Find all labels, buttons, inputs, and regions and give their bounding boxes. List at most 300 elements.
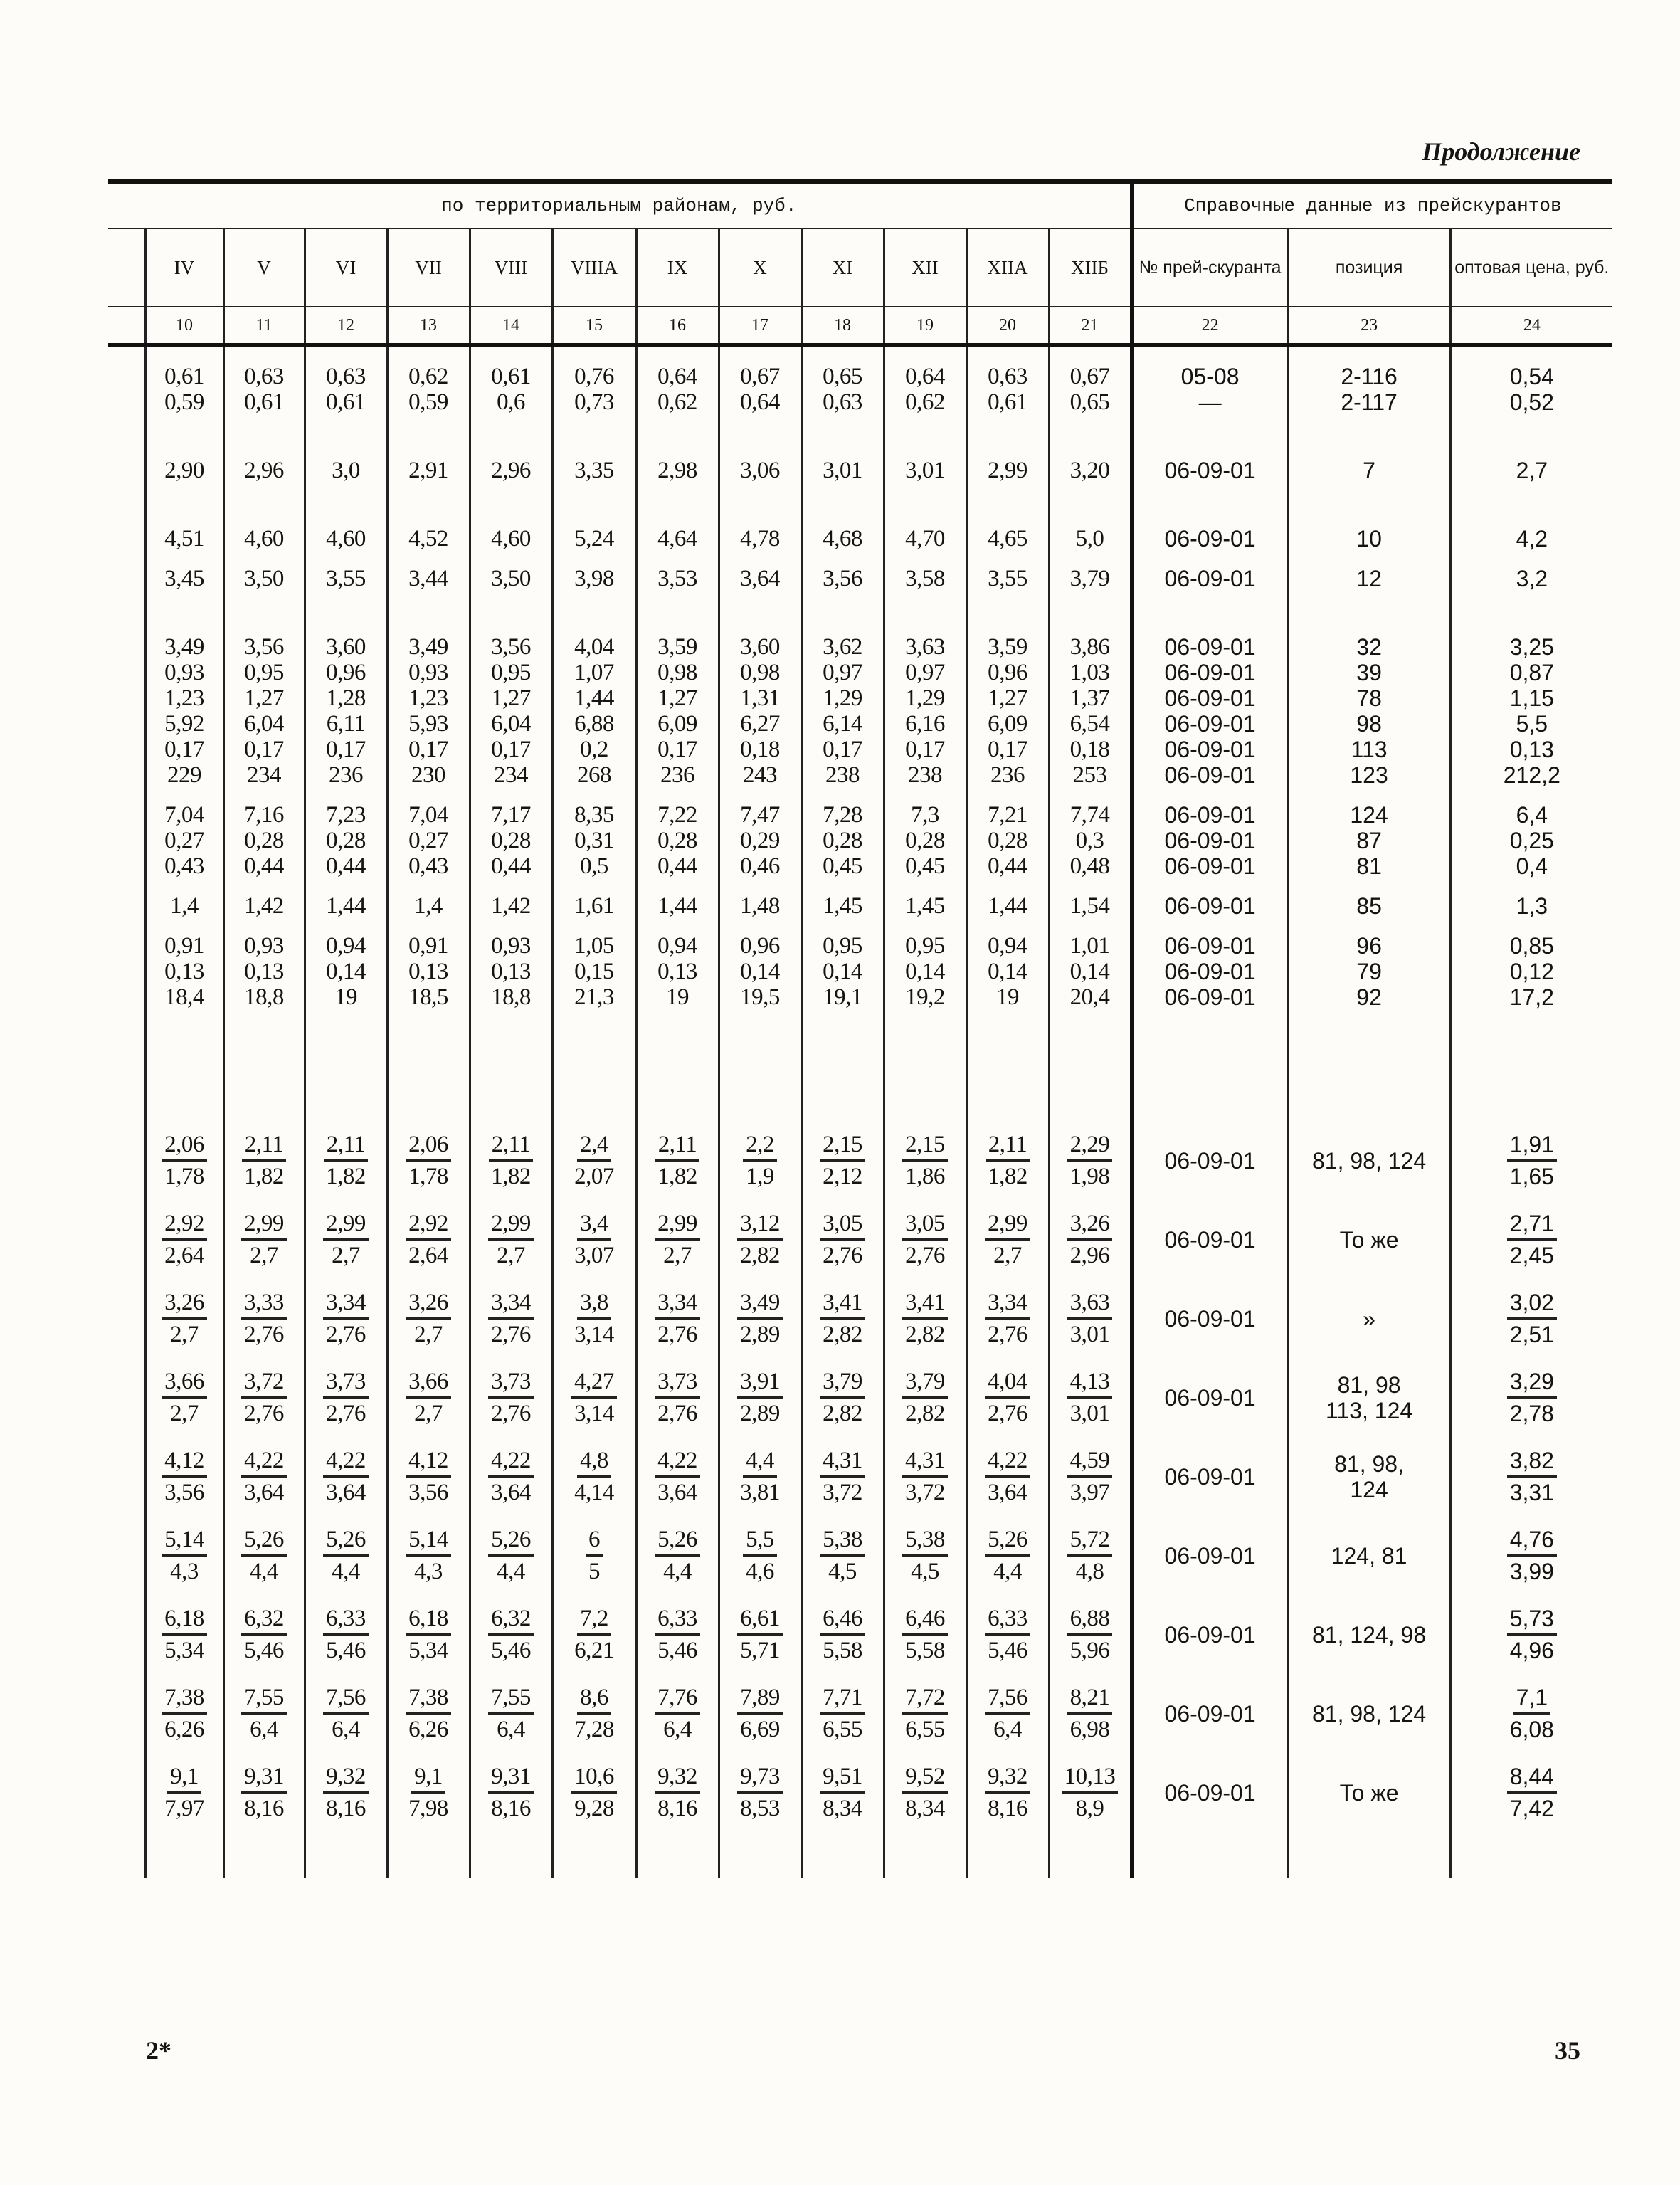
spacer-cell (1450, 429, 1612, 458)
region-value-cell (552, 1447, 636, 1506)
fraction-value (488, 1605, 534, 1664)
value-line: 3,56 (244, 634, 284, 660)
spacer-cell (1450, 345, 1612, 364)
region-value-cell (387, 566, 470, 591)
region-value-cell (884, 1605, 966, 1664)
position-line: 78 (1356, 685, 1382, 711)
spacer-cell (1131, 606, 1288, 634)
spacer-cell (305, 1822, 387, 1842)
value-line: 268 (577, 762, 611, 788)
denominator: 4,4 (993, 1559, 1022, 1584)
region-value-cell (387, 364, 470, 415)
value-line: 1,37 (1069, 685, 1110, 711)
value-line: 1,44 (988, 893, 1027, 919)
spacer-cell (719, 429, 801, 458)
denominator: 6,08 (1509, 1717, 1554, 1742)
spacer-cell (1131, 1743, 1288, 1763)
fraction-price (1507, 1210, 1557, 1269)
region-value-cell (884, 458, 966, 483)
price-line: 2,7 (1516, 458, 1548, 483)
numerator: 6,18 (162, 1605, 207, 1636)
spacer-cell (145, 919, 223, 933)
denominator: 2,76 (326, 1401, 366, 1426)
region-value-cell (552, 893, 636, 919)
fraction-value (985, 1447, 1030, 1506)
position-line: 81, 98 (1337, 1371, 1401, 1398)
gutter-cell (108, 228, 145, 307)
region-value-cell (884, 634, 966, 788)
region-value-cell (1049, 1368, 1131, 1427)
region-value-cell (719, 1289, 801, 1348)
region-value-cell (1049, 566, 1131, 591)
value-line: 6,54 (1069, 711, 1110, 737)
value-line: 6,16 (905, 711, 945, 737)
value-line: 4,70 (905, 526, 945, 552)
region-value-cell (223, 802, 305, 879)
denominator: 5,71 (740, 1638, 780, 1663)
denominator: 2,76 (326, 1322, 366, 1347)
gutter-cell (108, 364, 145, 415)
value-line: 19 (996, 984, 1019, 1010)
gutter-cell (108, 526, 145, 552)
spacer-cell (387, 415, 470, 429)
numerator: 9,52 (902, 1763, 948, 1794)
spacer-cell (884, 1743, 966, 1763)
spacer-cell (305, 415, 387, 429)
value-line: 4,52 (408, 526, 448, 552)
price-line: 3,2 (1516, 566, 1548, 591)
spacer-cell (305, 1024, 387, 1131)
fraction-value (488, 1447, 534, 1506)
value-line: 0,93 (408, 660, 448, 685)
spacer-cell (966, 606, 1049, 634)
gutter-cell (108, 566, 145, 591)
value-line: 7,28 (823, 802, 862, 828)
row-spacer (108, 552, 1612, 566)
spacer-cell (470, 1427, 552, 1447)
spacer-cell (305, 483, 387, 497)
value-line: 7,04 (408, 802, 448, 828)
region-value-cell (801, 1605, 884, 1664)
numerator: 7,55 (488, 1684, 534, 1715)
price-cell (1450, 1131, 1612, 1190)
value-line: 5,24 (574, 526, 614, 552)
value-line: 21,3 (574, 984, 614, 1010)
spacer-cell (1288, 552, 1450, 566)
spacer-cell (552, 1822, 636, 1842)
spacer-cell (108, 1348, 145, 1368)
spacer-cell (223, 1427, 305, 1447)
spacer-cell (108, 1743, 145, 1763)
fraction-value (162, 1289, 207, 1348)
value-line: 3,98 (574, 566, 614, 591)
position-cell (1288, 458, 1450, 483)
value-line: 0,98 (657, 660, 697, 685)
region-value-cell (145, 458, 223, 483)
fraction-value (323, 1368, 369, 1427)
denominator: 6,55 (823, 1717, 862, 1742)
spacer-cell (1049, 1743, 1131, 1763)
row-spacer (108, 429, 1612, 458)
value-line: 0,95 (823, 933, 862, 959)
fraction-value (985, 1289, 1030, 1348)
region-value-cell (223, 1289, 305, 1348)
value-line: 3,55 (988, 566, 1027, 591)
spacer-cell (719, 345, 801, 364)
numerator: 5,72 (1067, 1526, 1113, 1557)
spacer-cell (223, 552, 305, 566)
price-line: 1,3 (1516, 893, 1548, 919)
spacer-cell (470, 591, 552, 606)
price-cell (1450, 634, 1612, 788)
fraction-value (323, 1447, 369, 1506)
spacer-cell (387, 1024, 470, 1131)
value-line: 6,04 (244, 711, 284, 737)
region-value-cell (1049, 1763, 1131, 1822)
numerator: 3,33 (241, 1289, 287, 1320)
pricelist-cell (1131, 458, 1288, 483)
spacer-cell (108, 429, 145, 458)
spacer-cell (884, 606, 966, 634)
region-value-cell (145, 1131, 223, 1190)
value-line: 6,11 (326, 711, 366, 737)
region-value-cell (966, 566, 1049, 591)
value-line: 3,64 (740, 566, 780, 591)
value-line: 18,8 (491, 984, 531, 1010)
fraction-value (571, 1605, 617, 1664)
spacer-cell (387, 1269, 470, 1289)
spacer-cell (552, 1010, 636, 1024)
denominator: 2,7 (497, 1243, 525, 1268)
spacer-cell (719, 1427, 801, 1447)
region-header-1: IV (145, 228, 223, 307)
spacer-cell (1450, 415, 1612, 429)
region-value-cell (470, 1763, 552, 1822)
region-value-cell (884, 566, 966, 591)
denominator: 4,96 (1509, 1638, 1554, 1663)
pricelist-cell (1131, 893, 1288, 919)
spacer-cell (1131, 1822, 1288, 1842)
region-value-cell (387, 1447, 470, 1506)
region-value-cell (470, 364, 552, 415)
value-line: 3,59 (988, 634, 1027, 660)
fraction-price (1507, 1605, 1557, 1664)
fraction-value (241, 1368, 287, 1427)
pricelist-line: 06-09-01 (1164, 1305, 1256, 1332)
value-line: 236 (660, 762, 694, 788)
pricelist-line: 06-09-01 (1164, 566, 1256, 591)
numerator: 5,38 (820, 1526, 865, 1557)
fraction-value (406, 1763, 451, 1822)
denominator: 3,01 (1069, 1401, 1110, 1426)
table-row (108, 1131, 1612, 1190)
pricelist-line: 06-09-01 (1164, 802, 1256, 828)
spacer-cell (145, 1506, 223, 1526)
numerator: 9,51 (820, 1763, 865, 1794)
gutter-cell (108, 1131, 145, 1190)
value-line: 0,62 (408, 364, 448, 389)
spacer-cell (1131, 1269, 1288, 1289)
region-value-cell (636, 1368, 719, 1427)
region-value-cell (305, 364, 387, 415)
price-line: 0,12 (1509, 959, 1554, 984)
spacer-cell (470, 1506, 552, 1526)
numerator: 10,13 (1062, 1763, 1119, 1794)
numerator: 4,31 (902, 1447, 948, 1478)
fraction-value (586, 1526, 603, 1585)
value-line: 238 (908, 762, 942, 788)
gutter-cell (108, 1605, 145, 1664)
numerator: 7,72 (902, 1684, 948, 1715)
spacer-cell (636, 591, 719, 606)
table-row (108, 1526, 1612, 1585)
spacer-cell (387, 1427, 470, 1447)
spacer-cell (470, 1024, 552, 1131)
denominator: 5,34 (164, 1638, 204, 1663)
table-row (108, 1684, 1612, 1743)
region-value-cell (552, 566, 636, 591)
numerator: 7,89 (737, 1684, 783, 1715)
numerator: 4,12 (406, 1447, 451, 1478)
fraction-value (820, 1368, 865, 1427)
value-line: 0,59 (164, 389, 204, 415)
spacer-cell (719, 1506, 801, 1526)
spacer-cell (387, 1743, 470, 1763)
fraction-value (323, 1763, 369, 1822)
fraction-value (571, 1289, 617, 1348)
spacer-cell (719, 483, 801, 497)
value-line: 7,74 (1069, 802, 1110, 828)
numerator: 2,29 (1067, 1131, 1113, 1162)
position-line: 81, 124, 98 (1311, 1621, 1427, 1648)
pricelist-cell (1131, 1526, 1288, 1585)
region-value-cell (145, 1763, 223, 1822)
value-line: 5,0 (1075, 526, 1104, 552)
region-value-cell (223, 1447, 305, 1506)
spacer-cell (719, 497, 801, 526)
spacer-cell (719, 552, 801, 566)
value-line: 3,50 (244, 566, 284, 591)
spacer-cell (884, 1842, 966, 1878)
value-line: 5,92 (164, 711, 204, 737)
denominator: 2,64 (408, 1243, 448, 1268)
numerator: 3,63 (1067, 1289, 1113, 1320)
spacer-cell (1450, 1585, 1612, 1605)
table-row (108, 566, 1612, 591)
value-line: 3,58 (905, 566, 945, 591)
denominator: 4,4 (497, 1559, 525, 1584)
region-value-cell (305, 634, 387, 788)
pricelist-cell (1131, 933, 1288, 1010)
denominator: 2,7 (170, 1322, 199, 1347)
spacer-cell (1131, 483, 1288, 497)
fraction-value (571, 1684, 617, 1743)
value-line: 0,6 (497, 389, 525, 415)
price-cell (1450, 893, 1612, 919)
spacer-cell (636, 1506, 719, 1526)
column-number: 24 (1450, 307, 1612, 345)
spacer-cell (884, 788, 966, 802)
denominator: 3,64 (988, 1480, 1027, 1505)
numerator: 5,14 (162, 1526, 207, 1557)
value-line: 2,96 (244, 458, 284, 483)
numerator: 5,26 (488, 1526, 534, 1557)
value-line: 0,63 (244, 364, 284, 389)
spacer-cell (719, 606, 801, 634)
numerator: 2,4 (577, 1131, 611, 1162)
spacer-cell (636, 1664, 719, 1684)
region-value-cell (305, 1526, 387, 1585)
region-value-cell (470, 802, 552, 879)
numerator: 3,73 (655, 1368, 700, 1399)
region-header-11: XIIA (966, 228, 1049, 307)
price-line: 3,25 (1509, 634, 1554, 660)
denominator: 2,7 (993, 1243, 1022, 1268)
fraction-value (985, 1684, 1030, 1743)
price-line: 0,85 (1509, 933, 1554, 959)
fraction-value (902, 1368, 948, 1427)
table-row (108, 802, 1612, 879)
pricelist-line: 06-09-01 (1164, 893, 1256, 919)
region-value-cell (552, 458, 636, 483)
spacer-cell (966, 1190, 1049, 1210)
value-line: 1,45 (905, 893, 945, 919)
spacer-cell (387, 1842, 470, 1878)
denominator: 2,76 (988, 1401, 1027, 1426)
fraction-price (1507, 1763, 1557, 1822)
fraction-value (406, 1131, 451, 1190)
region-value-cell (223, 1684, 305, 1743)
region-value-cell (719, 1447, 801, 1506)
region-value-cell (801, 1763, 884, 1822)
value-line: 0,14 (740, 959, 780, 984)
price-cell (1450, 458, 1612, 483)
region-value-cell (305, 1210, 387, 1269)
position-line: 7 (1363, 458, 1375, 483)
fraction-value (655, 1526, 700, 1585)
fraction-value (820, 1605, 865, 1664)
value-line: 2,91 (408, 458, 448, 483)
numerator: 3,49 (737, 1289, 783, 1320)
gutter-cell (108, 1447, 145, 1506)
value-line: 0,63 (326, 364, 366, 389)
column-number: 16 (636, 307, 719, 345)
spacer-cell (1450, 497, 1612, 526)
denominator: 8,16 (491, 1796, 531, 1821)
fraction-value (162, 1131, 207, 1190)
spacer-cell (470, 606, 552, 634)
spacer-cell (108, 1190, 145, 1210)
spacer-cell (801, 1269, 884, 1289)
value-line: 1,01 (1069, 933, 1110, 959)
spacer-cell (884, 1822, 966, 1842)
numerator: 3,8 (577, 1289, 611, 1320)
region-value-cell (719, 1131, 801, 1190)
position-line: 124 (1350, 802, 1388, 828)
price-line: 5,5 (1516, 711, 1548, 737)
region-value-cell (884, 802, 966, 879)
numerator: 3,05 (902, 1210, 948, 1241)
value-line: 0,94 (988, 933, 1027, 959)
fraction-value (985, 1131, 1030, 1190)
row-spacer (108, 606, 1612, 634)
numerator: 3,34 (655, 1289, 700, 1320)
numerator: 2,11 (986, 1131, 1030, 1162)
denominator: 1,82 (244, 1164, 284, 1189)
spacer-cell (1049, 497, 1131, 526)
denominator: 1,78 (164, 1164, 204, 1189)
row-spacer (108, 1743, 1612, 1763)
region-value-cell (145, 1368, 223, 1427)
value-line: 3,60 (740, 634, 780, 660)
spacer-cell (145, 1664, 223, 1684)
row-spacer (108, 919, 1612, 933)
spacer-cell (1049, 1427, 1131, 1447)
value-line: 3,0 (332, 458, 360, 483)
region-value-cell (636, 526, 719, 552)
spacer-cell (470, 345, 552, 364)
denominator: 2,82 (905, 1322, 945, 1347)
spacer-cell (1450, 1664, 1612, 1684)
spacer-cell (108, 1822, 145, 1842)
region-header-2: V (223, 228, 305, 307)
value-line: 0,48 (1069, 853, 1110, 879)
fraction-value (162, 1684, 207, 1743)
spacer-cell (1450, 1822, 1612, 1842)
spacer-cell (108, 552, 145, 566)
pricelist-line: 05-08 (1180, 364, 1240, 389)
region-value-cell (387, 1526, 470, 1585)
denominator: 6,98 (1069, 1717, 1110, 1742)
spacer-cell (108, 415, 145, 429)
position-cell (1288, 1605, 1450, 1664)
value-line: 0,94 (657, 933, 697, 959)
spacer-cell (552, 1348, 636, 1368)
denominator: 1,86 (905, 1164, 945, 1189)
spacer-cell (801, 879, 884, 893)
region-value-cell (966, 1368, 1049, 1427)
denominator: 3,97 (1069, 1480, 1110, 1505)
position-header: позиция (1288, 228, 1450, 307)
region-value-cell (552, 1684, 636, 1743)
numerator: 7,38 (162, 1684, 207, 1715)
price-cell (1450, 1763, 1612, 1822)
spacer-cell (223, 415, 305, 429)
spacer-cell (884, 1010, 966, 1024)
spacer-cell (470, 483, 552, 497)
value-line: 1,44 (326, 893, 366, 919)
spacer-cell (719, 1190, 801, 1210)
spacer-cell (108, 788, 145, 802)
price-cell (1450, 933, 1612, 1010)
spacer-cell (636, 1024, 719, 1131)
region-value-cell (223, 1763, 305, 1822)
value-line: 0,97 (823, 660, 862, 685)
spacer-cell (552, 1269, 636, 1289)
spacer-cell (884, 483, 966, 497)
region-value-cell (305, 1131, 387, 1190)
position-line: 81, 98, 124 (1311, 1700, 1427, 1727)
pricelist-line: 06-09-01 (1164, 685, 1256, 711)
value-line: 3,59 (657, 634, 697, 660)
column-number: 22 (1131, 307, 1288, 345)
spacer-cell (552, 497, 636, 526)
fraction-value (655, 1210, 700, 1269)
spacer-cell (1131, 1348, 1288, 1368)
price-cell (1450, 1526, 1612, 1585)
spacer-cell (1049, 606, 1131, 634)
value-line: 8,35 (574, 802, 614, 828)
